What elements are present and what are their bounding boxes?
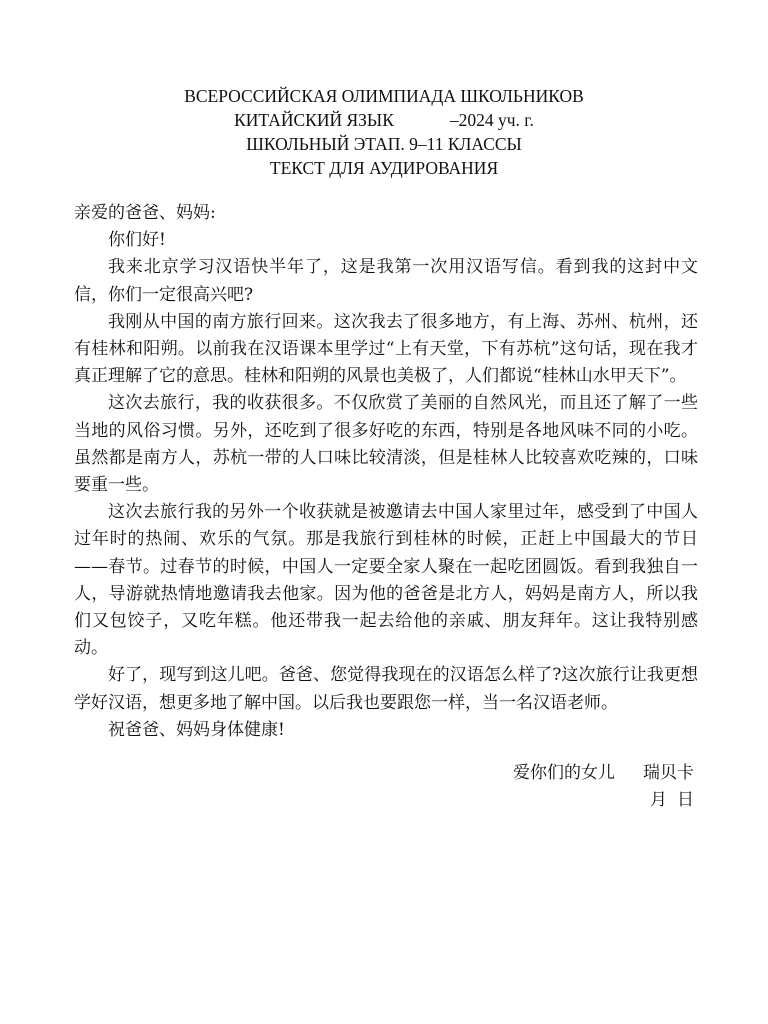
stage-line: ШКОЛЬНЫЙ ЭТАП. 9–11 КЛАССЫ bbox=[246, 134, 522, 154]
signature-name: 瑞贝卡 bbox=[643, 763, 694, 783]
subject-name: КИТАЙСКИЙ ЯЗЫК bbox=[234, 110, 394, 130]
letter-paragraph: 我来北京学习汉语快半年了，这是我第一次用汉语写信。看到我的这封中文信，你们一定很高兴吧? bbox=[74, 257, 698, 305]
subject-line bbox=[0, 108, 768, 132]
letter-paragraph: 这次去旅行，我的收获很多。不仅欣赏了美丽的自然风光，而且还了解了一些当地的风俗习惯。另外，还吃到了很多好吃的东西，特别是各地风味不同的小吃。虽然都是南方人，苏杭一带的人口味比较清淡，但是桂林人比较喜欢吃辣的，口味要重一些。 bbox=[74, 393, 698, 496]
olympiad-title: ВСЕРОССИЙСКАЯ ОЛИМПИАДА ШКОЛЬНИКОВ bbox=[184, 86, 584, 106]
letter-paragraph: 好了，现写到这儿吧。爸爸、您觉得我现在的汉语怎么样了?这次旅行让我更想学好汉语，想更多地了解中国。以后我也要跟您一样，当一名汉语老师。 bbox=[74, 665, 698, 713]
academic-year: –2024 уч. г. bbox=[449, 110, 534, 130]
date-month: 月 bbox=[650, 790, 667, 810]
letter-salutation: 亲爱的爸爸、妈妈: bbox=[74, 203, 216, 223]
signature-text: 爱你们的女儿 bbox=[513, 763, 615, 783]
date-day: 日 bbox=[677, 790, 694, 810]
letter-closing-wish: 祝爸爸、妈妈身体健康! bbox=[108, 719, 285, 740]
letter-signature bbox=[513, 760, 694, 787]
letter-date bbox=[650, 787, 694, 814]
letter-greeting: 你们好! bbox=[108, 230, 166, 251]
text-type-line: ТЕКСТ ДЛЯ АУДИРОВАНИЯ bbox=[269, 158, 499, 178]
letter-paragraph: 我刚从中国的南方旅行回来。这次我去了很多地方，有上海、苏州、杭州，还有桂林和阳朔。以前我在汉语课本里学过“上有天堂，下有苏杭”这句话，现在我才真正理解了它的意思。桂林和阳朔的风景也美极了，人们都说“桂林山水甲天下”。 bbox=[74, 311, 698, 387]
letter-body bbox=[74, 200, 698, 744]
letter-paragraph: 这次去旅行我的另外一个收获就是被邀请去中国人家里过年，感受到了中国人过年时的热闹、欢乐的气氛。那是我旅行到桂林的时候，正赶上中国最大的节日——春节。过春节的时候，中国人一定要全家人聚在一起吃团圆饭。看到我独自一人，导游就热情地邀请我去他家。因为他的爸爸是北方人，妈妈是南方人，所以我们又包饺子，又吃年糕。他还带我一起去给他的亲戚、朋友拜年。这让我特别感动。 bbox=[74, 502, 698, 659]
document-header bbox=[0, 84, 768, 180]
